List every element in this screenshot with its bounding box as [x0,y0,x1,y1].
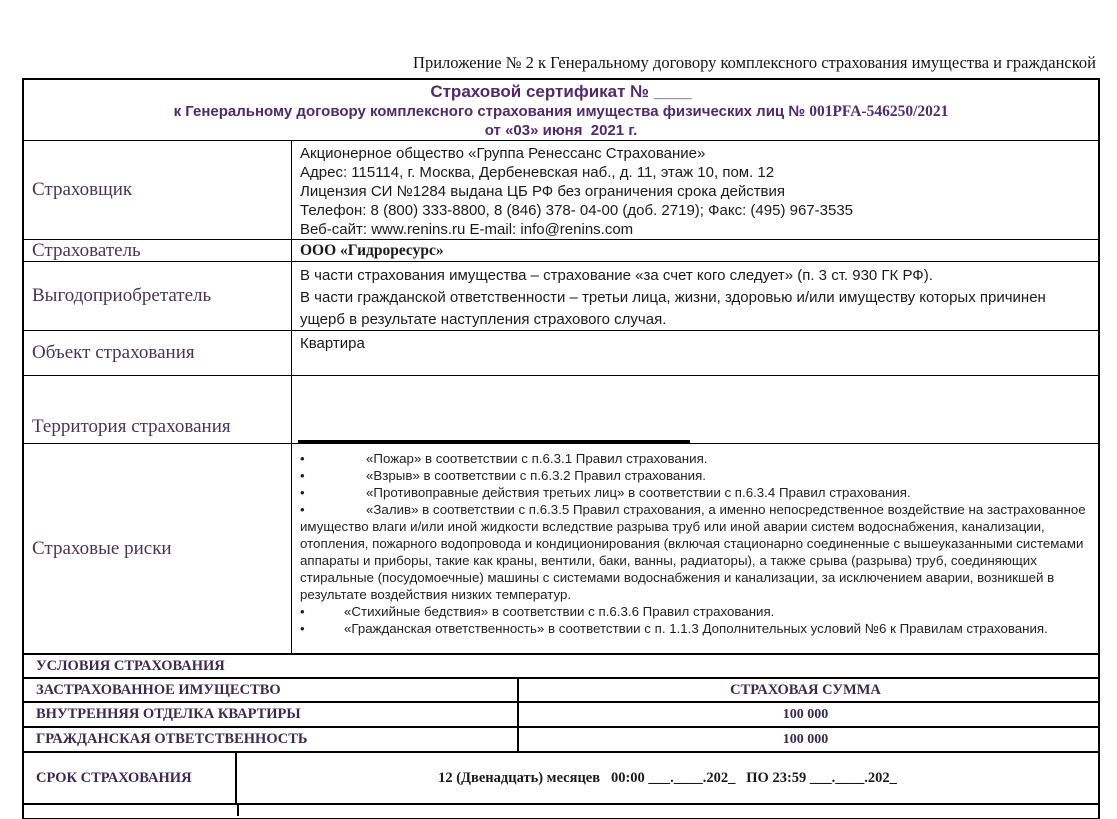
row-conditions-header [24,679,1098,703]
row-cutoff-sliver [24,805,1098,818]
insurer-license: Лицензия СИ №1284 выдана ЦБ РФ без ограничения срока действия [300,183,786,200]
row-civil-liability-sum [24,728,1098,753]
certificate-subtitle-text: к Генеральному договору комплексного страхования имущества физических лиц № [173,102,810,120]
insurer-details [292,141,1098,239]
certificate-subtitle-number: 001PFA-546250/2021 [809,102,949,120]
risk-item-flooding [300,501,1088,603]
insured-property-header: ЗАСТРАХОВАННОЕ ИМУЩЕСТВО [24,679,519,701]
sliver-label-cell [24,805,239,816]
object-label: Объект страхования [24,331,292,375]
beneficiary-details [292,262,1098,330]
certificate-title-row [24,80,1098,141]
risk-text: «Противоправные действия третьих лиц» в соответствии с п.6.3.4 Правил страхования. [366,485,911,500]
row-beneficiary [24,262,1098,331]
row-interior-decoration [24,703,1098,728]
territory-label: Территория страхования [24,376,292,443]
certificate-title: Страховой сертификат № ____ [430,81,692,101]
risk-text: «Пожар» в соответствии с п.6.3.1 Правил страхования. [366,451,708,466]
risk-item-natural-disasters [300,603,1088,620]
row-conditions-title [24,654,1098,679]
insurer-name: Акционерное общество «Группа Ренессанс Страхование» [300,145,706,162]
term-label: СРОК СТРАХОВАНИЯ [24,753,237,803]
bullet-icon: • [300,502,305,517]
risk-text: «Стихийные бедствия» в соответствии с п.6.3.6 Правил страхования. [344,604,775,619]
row-insurer [24,141,1098,240]
property-sum [519,703,1098,726]
row-insurance-term [24,753,1098,805]
risk-text: «Гражданская ответственность» в соответствии с п. 1.1.3 Дополнительных условий №6 к Правилам страхования. [344,621,1048,636]
insured-name: ООО «Гидроресурс» [300,242,444,259]
row-insured [24,240,1098,262]
risk-item-fire [300,450,1088,467]
sum-value: 100 000 [782,731,829,747]
bullet-icon: • [300,451,305,466]
insurer-website: Веб-сайт: www.renins.ru E-mail: info@renins.com [300,221,634,238]
risks-label: Страховые риски [24,444,292,653]
risk-text: «Взрыв» в соответствии с п.6.3.2 Правил страхования. [366,468,706,483]
insurer-phone: Телефон: 8 (800) 333-8800, 8 (846) 378- 04-00 (доб. 2719); Факс: (495) 967-3535 [300,202,854,219]
beneficiary-liability-clause: В части гражданской ответственности – третьи лица, жизни, здоровью и/или имуществу которых причинен ущерб в результате наступления страхового случая. [300,289,1046,328]
certificate-table [22,78,1100,819]
property-name: ГРАЖДАНСКАЯ ОТВЕТСТВЕННОСТЬ [24,728,519,751]
certificate-date: от «03» июня 2021 г. [484,121,638,139]
row-insurance-object [24,331,1098,376]
bullet-icon: • [300,485,305,500]
appendix-header-line1: Приложение № 2 к Генеральному договору комплексного страхования имущества и гражданской [413,53,1096,72]
bullet-icon: • [300,604,305,619]
bullet-icon: • [300,621,305,636]
risk-item-explosion [300,467,1088,484]
bullet-icon: • [300,468,305,483]
territory-blank-line [298,440,690,443]
risk-item-civil-liability [300,620,1088,637]
beneficiary-property-clause: В части страхования имущества – страхование «за счет кого следует» (п. 3 ст. 930 ГК РФ). [300,267,933,284]
territory-value [292,376,1098,443]
insurer-label: Страховщик [24,141,292,239]
insurer-address: Адрес: 115114, г. Москва, Дербеневская наб., д. 11, этаж 10, пом. 12 [300,164,775,181]
property-name: ВНУТРЕННЯЯ ОТДЕЛКА КВАРТИРЫ [24,703,519,726]
risk-text: «Залив» в соответствии с п.6.3.5 Правил страхования, а именно непосредственное воздействие на застрахованное имущество влаги и/или иной жидкости вследствие разрыва труб или иной аварии систем водоснабжения, канализации, отопления, пожарного водопровода и кондиционирования (включая стационарно соединенные с вышеуказанными системами аппараты и приборы, такие как краны, вентили, баки, ванны, радиаторы), а также срыва (разрыва) труб, соединяющих стиральные (посудомоечные) машины с системами водоснабжения и канализации, за исключением аварии, возникшей в результате воздействия низких температур. [300,502,1086,602]
sum-value: 100 000 [782,706,829,722]
conditions-section-title: УСЛОВИЯ СТРАХОВАНИЯ [36,657,225,674]
object-value: Квартира [300,335,365,352]
risk-item-third-party [300,484,1088,501]
term-value: 12 (Двенадцать) месяцев 00:00 ___.____.202_ ПО 23:59 ___.____.202_ [438,769,897,786]
beneficiary-label: Выгодоприобретатель [24,262,292,330]
insured-sum-header: СТРАХОВАЯ СУММА [730,681,881,698]
sliver-content-cell [239,805,1098,818]
row-territory [24,376,1098,444]
row-risks [24,444,1098,654]
insured-label: Страхователь [24,240,292,261]
property-sum [519,728,1098,751]
certificate-subtitle [174,102,949,121]
risks-list [292,444,1098,653]
